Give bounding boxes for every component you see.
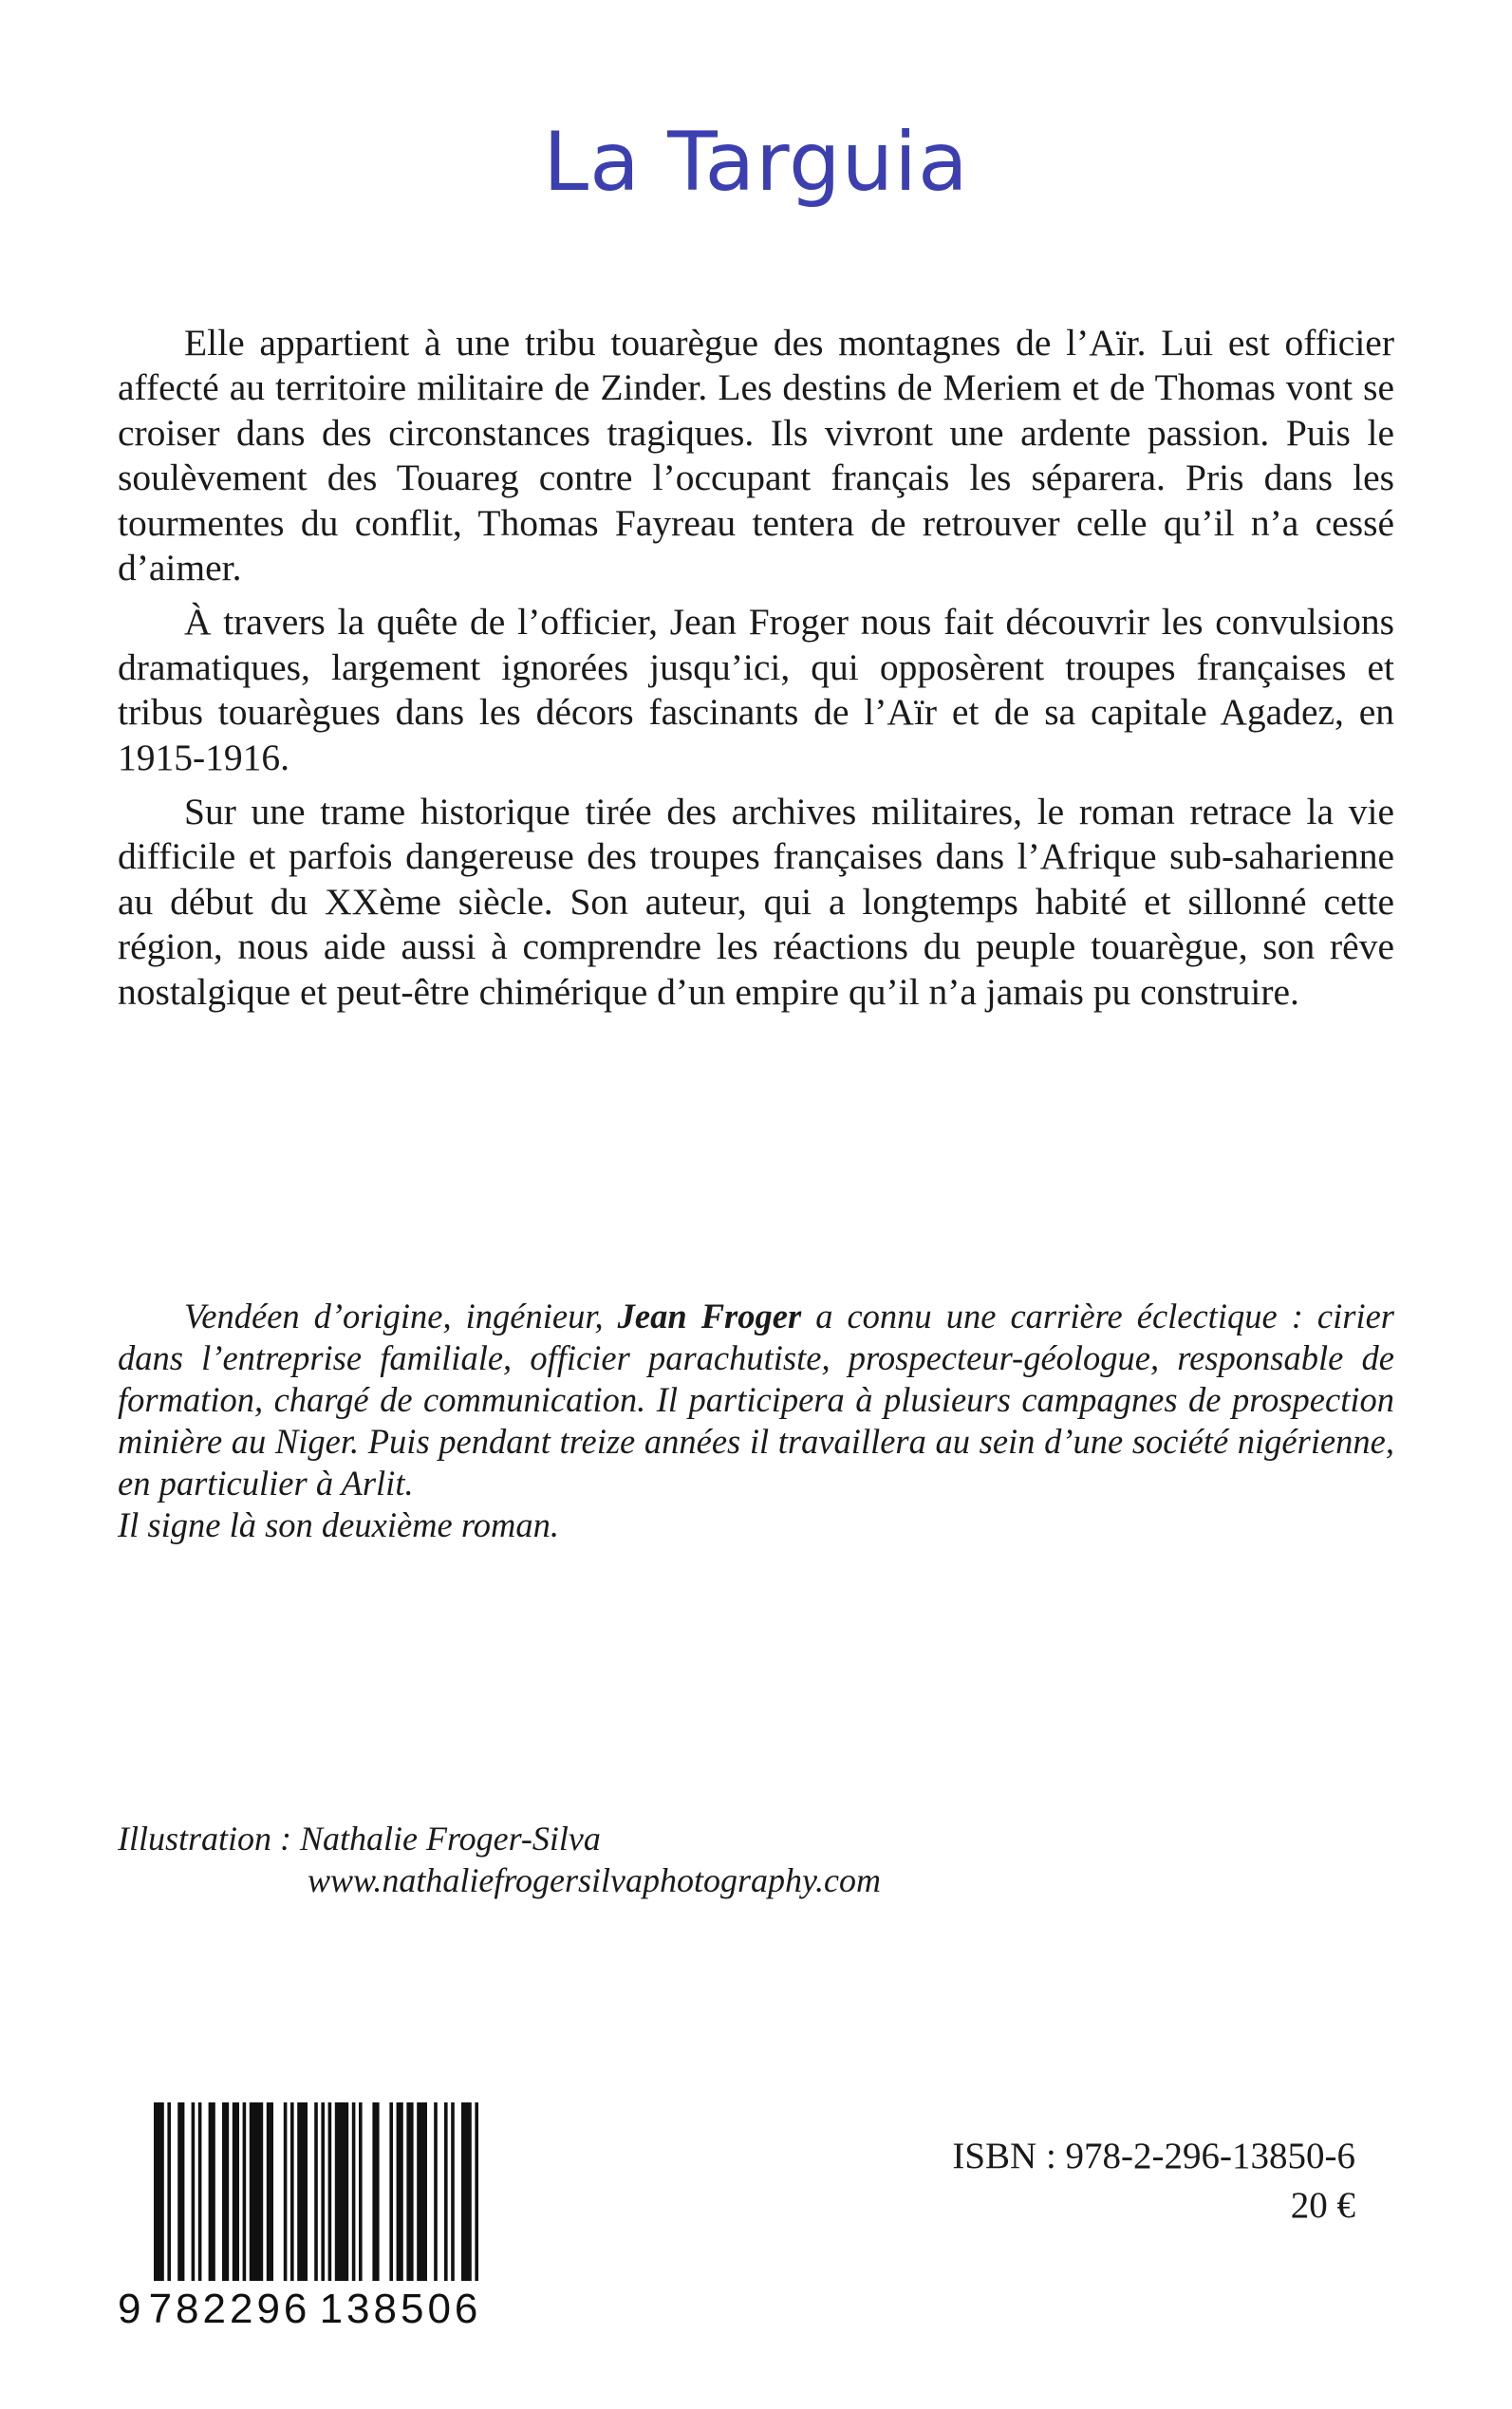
illustration-credit	[118, 1818, 972, 1901]
barcode-bar	[397, 2102, 403, 2281]
author-bio	[118, 1296, 1394, 1546]
barcode-bar	[451, 2102, 455, 2281]
barcode-bar	[177, 2102, 184, 2281]
barcode-bar	[284, 2102, 288, 2281]
bio-career: a connu une carrière éclectique : cirier dans l’entreprise familiale, officier parachutiste, prospecteur-géologue, responsable de formation, chargé de communication. Il participera à plusieurs campagnes de prospection minière au Niger. Puis pendant treize années il travaillera au sein d’une société nigérienne, en particulier à Arlit.	[118, 1297, 1394, 1503]
barcode-bar	[406, 2102, 413, 2281]
barcode-digits-left: 782296	[148, 2286, 311, 2330]
barcode-bar	[297, 2102, 308, 2281]
author-name: Jean Froger	[617, 1297, 802, 1335]
barcode-bar	[243, 2102, 247, 2281]
barcode-bar	[461, 2102, 472, 2281]
synopsis-paragraph: À travers la quête de l’officier, Jean Froger nous fait découvrir les convulsions dramatiques, largement ignorées jusqu’ici, qui opposèrent troupes françaises et tribus touarègues dans les décors fascinants de l’Aïr et de sa capitale Agadez, en 1915-1916.	[118, 601, 1394, 778]
illustrator-website: www.nathaliefrogersilvaphotography.com	[308, 1861, 881, 1899]
barcode-bar	[444, 2102, 448, 2281]
barcode-bar	[267, 2102, 273, 2281]
barcode-bar	[321, 2102, 325, 2281]
barcode-digit-first: 9	[118, 2286, 141, 2330]
barcode-bar	[328, 2102, 332, 2281]
bio-paragraph	[118, 1296, 1394, 1504]
barcode-bar	[209, 2102, 215, 2281]
barcode-bar	[389, 2102, 393, 2281]
barcode-graphic	[112, 2102, 530, 2330]
barcode-bar	[434, 2102, 438, 2281]
synopsis	[118, 321, 1394, 1024]
synopsis-paragraph: Elle appartient à une tribu touarègue des montagnes de l’Aïr. Lui est officier affecté au territoire militaire de Zinder. Les destins de Meriem et de Thomas vont se croiser dans des circonstances tragiques. Ils vivront une ardente passion. Puis le soulèvement des Touareg contre l’occupant français les séparera. Pris dans les tourmentes du conflit, Thomas Fayreau tentera de retrouver celle qu’il n’a cessé d’aimer.	[118, 322, 1394, 589]
barcode-digits-right: 138506	[319, 2286, 482, 2330]
barcode-bar	[222, 2102, 229, 2281]
barcode-bar	[372, 2102, 379, 2281]
barcode-bar	[417, 2102, 427, 2281]
barcode-bar	[475, 2102, 478, 2281]
barcode-bar	[233, 2102, 239, 2281]
illustrator: Illustration : Nathalie Froger-Silva	[118, 1820, 601, 1858]
bio-closing-line: Il signe là son deuxième roman.	[118, 1505, 559, 1544]
barcode-bar	[335, 2102, 348, 2281]
barcode-bar	[352, 2102, 356, 2281]
barcode-bar	[314, 2102, 318, 2281]
barcode-bar	[154, 2102, 164, 2281]
book-title: La Targuia	[543, 115, 969, 210]
price: 20 €	[1290, 2185, 1355, 2226]
synopsis-paragraph: Sur une trame historique tirée des archives militaires, le roman retrace la vie difficile et parfois dangereuse des troupes françaises dans l’Afrique sub-saharienne au début du XXème siècle. Son auteur, qui a longtemps habité et sillonné cette région, nous aide aussi à comprendre les réactions du peuple touarègue, son rêve nostalgique et peut-être chimérique d’un empire qu’il n’a jamais pu construire.	[118, 791, 1394, 1013]
barcode-bar	[250, 2102, 263, 2281]
barcode	[112, 2102, 530, 2330]
barcode-bar	[198, 2102, 202, 2281]
barcode-bar	[192, 2102, 196, 2281]
barcode-bar	[359, 2102, 363, 2281]
barcode-bar	[167, 2102, 171, 2281]
bio-intro: Vendéen d’origine, ingénieur,	[184, 1297, 618, 1335]
barcode-bar	[290, 2102, 294, 2281]
isbn: ISBN : 978-2-296-13850-6	[952, 2136, 1355, 2176]
